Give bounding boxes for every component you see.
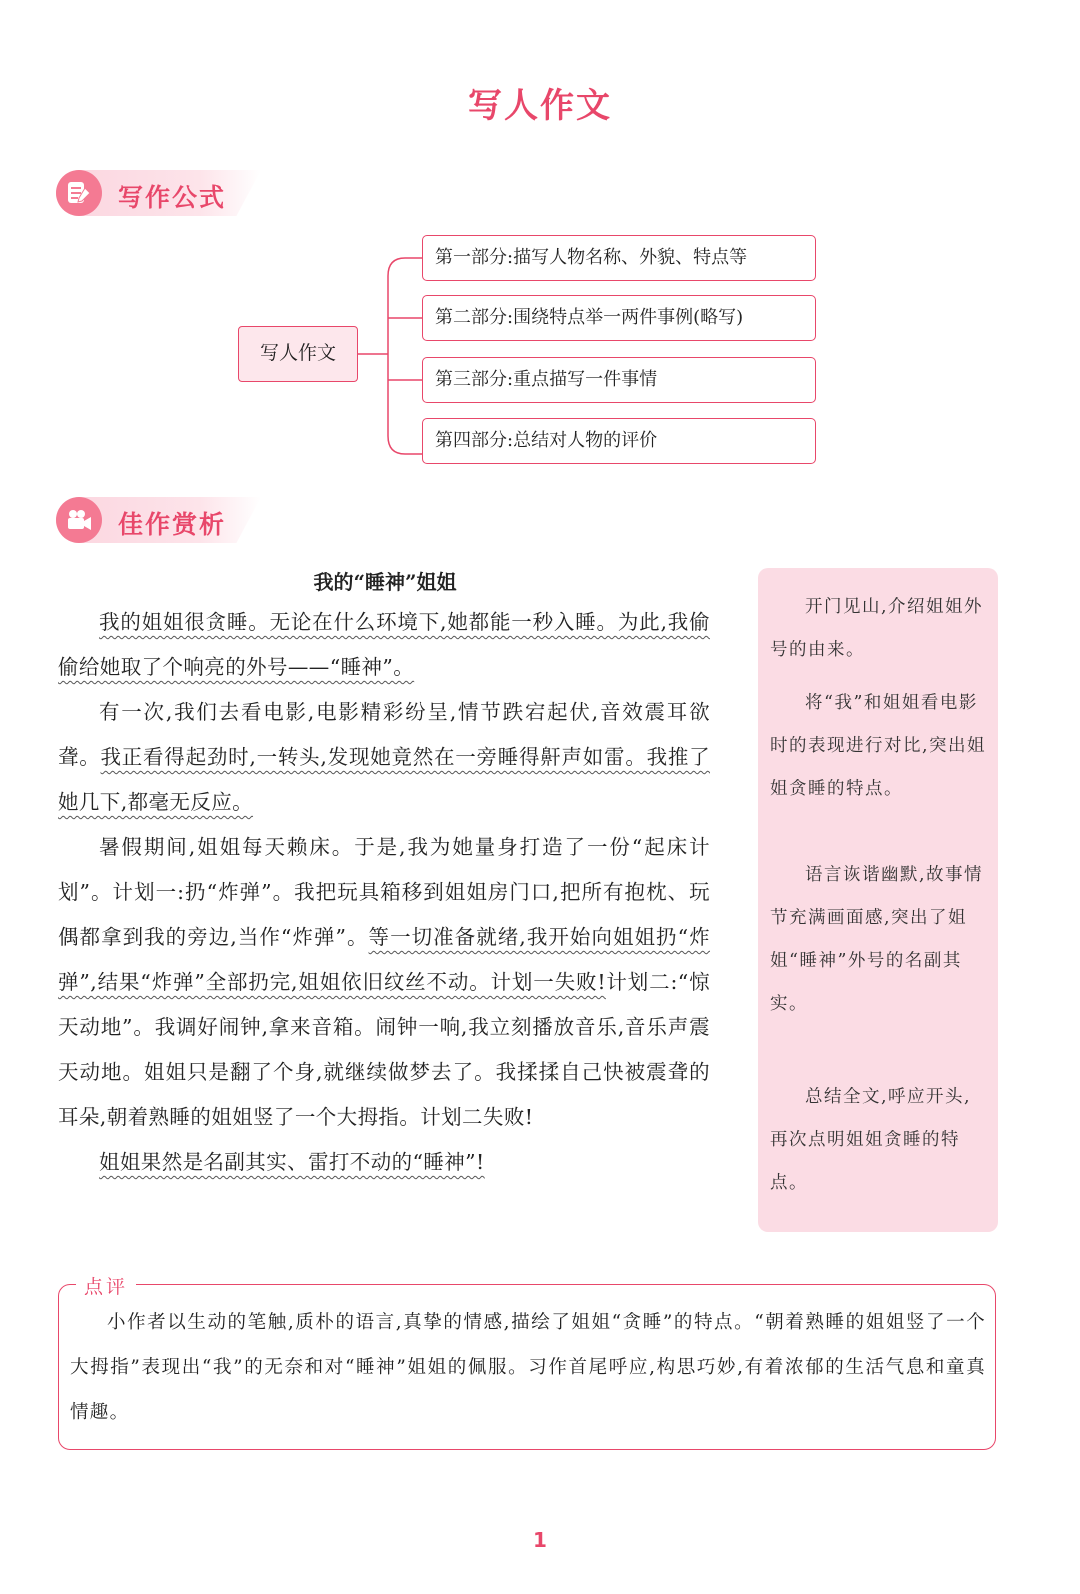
highlighted-text: 姐姐果然是名副其实、雷打不动的“睡神”! [99, 1150, 485, 1174]
mind-map-branch: 第三部分:重点描写一件事情 [422, 357, 816, 403]
essay-paragraph [58, 825, 710, 1140]
highlighted-text: 我正看得起劲时,一转头,发现她竟然在一旁睡得鼾声如雷。我推了她几下,都毫无反应。 [58, 745, 710, 814]
review-text: 小作者以生动的笔触,质朴的语言,真挚的情感,描绘了姐姐“贪睡”的特点。“朝着熟睡的姐姐竖了一个大拇指”表现出“我”的无奈和对“睡神”姐姐的佩服。习作首尾呼应,构思巧妙,有着浓郁的生活气息和童真情趣。 [70, 1312, 986, 1423]
section-header-appreciation [56, 497, 266, 543]
annotation-note: 开门见山,介绍姐姐外号的由来。 [770, 597, 984, 660]
highlighted-text: 等一切准备就绪,我开始向姐姐扔“炸弹”,结果“炸弹”全部扔完,姐姐依旧纹丝不动。计划一失败! [58, 925, 710, 994]
essay-paragraph [58, 600, 710, 690]
plain-text: 有一次,我们去看电影,电影精彩纷呈,情节跌宕起伏,音效震耳欲聋。 [58, 700, 710, 769]
essay-paragraph [58, 690, 710, 825]
annotation-note: 总结全文,呼应开头,再次点明姐姐贪睡的特点。 [770, 1087, 972, 1193]
mind-map-branch: 第一部分:描写人物名称、外貌、特点等 [422, 235, 816, 281]
mind-map-root: 写人作文 [238, 326, 358, 382]
mind-map-branch: 第二部分:围绕特点举一两件事例(略写) [422, 295, 816, 341]
section-label: 佳作赏析 [118, 510, 227, 539]
plain-text: 暑假期间,姐姐每天赖床。于是,我为她量身打造了一份“起床计划”。计划一:扔“炸弹”。我把玩具箱移到姐姐房门口,把所有抱枕、玩偶都拿到我的旁边,当作“炸弹”。 [58, 835, 710, 949]
video-camera-icon [56, 497, 102, 543]
highlighted-text: 我的姐姐很贪睡。无论在什么环境下,她都能一秒入睡。为此,我偷偷给她取了个响亮的外号——“睡神”。 [58, 610, 710, 679]
essay-title: 我的“睡神”姐姐 [313, 570, 457, 594]
review-label: 点评 [76, 1272, 136, 1299]
section-label: 写作公式 [118, 183, 227, 212]
essay-body [58, 600, 710, 1185]
page-number: 1 [533, 1528, 547, 1552]
page-title: 写人作文 [468, 86, 612, 126]
annotation-note: 语言诙谐幽默,故事情节充满画面感,突出了姐姐“睡神”外号的名副其实。 [770, 865, 984, 1014]
plain-text: 计划二:“惊天动地”。我调好闹钟,拿来音箱。闹钟一响,我立刻播放音乐,音乐声震天动地。姐姐只是翻了个身,就继续做梦去了。我揉揉自己快被震聋的耳朵,朝着熟睡的姐姐竖了一个大拇指。计划二失败! [58, 970, 710, 1129]
mind-map-branch: 第四部分:总结对人物的评价 [422, 418, 816, 464]
essay-paragraph [58, 1140, 710, 1185]
annotation-note: 将“我”和姐姐看电影时的表现进行对比,突出姐姐贪睡的特点。 [770, 693, 987, 799]
